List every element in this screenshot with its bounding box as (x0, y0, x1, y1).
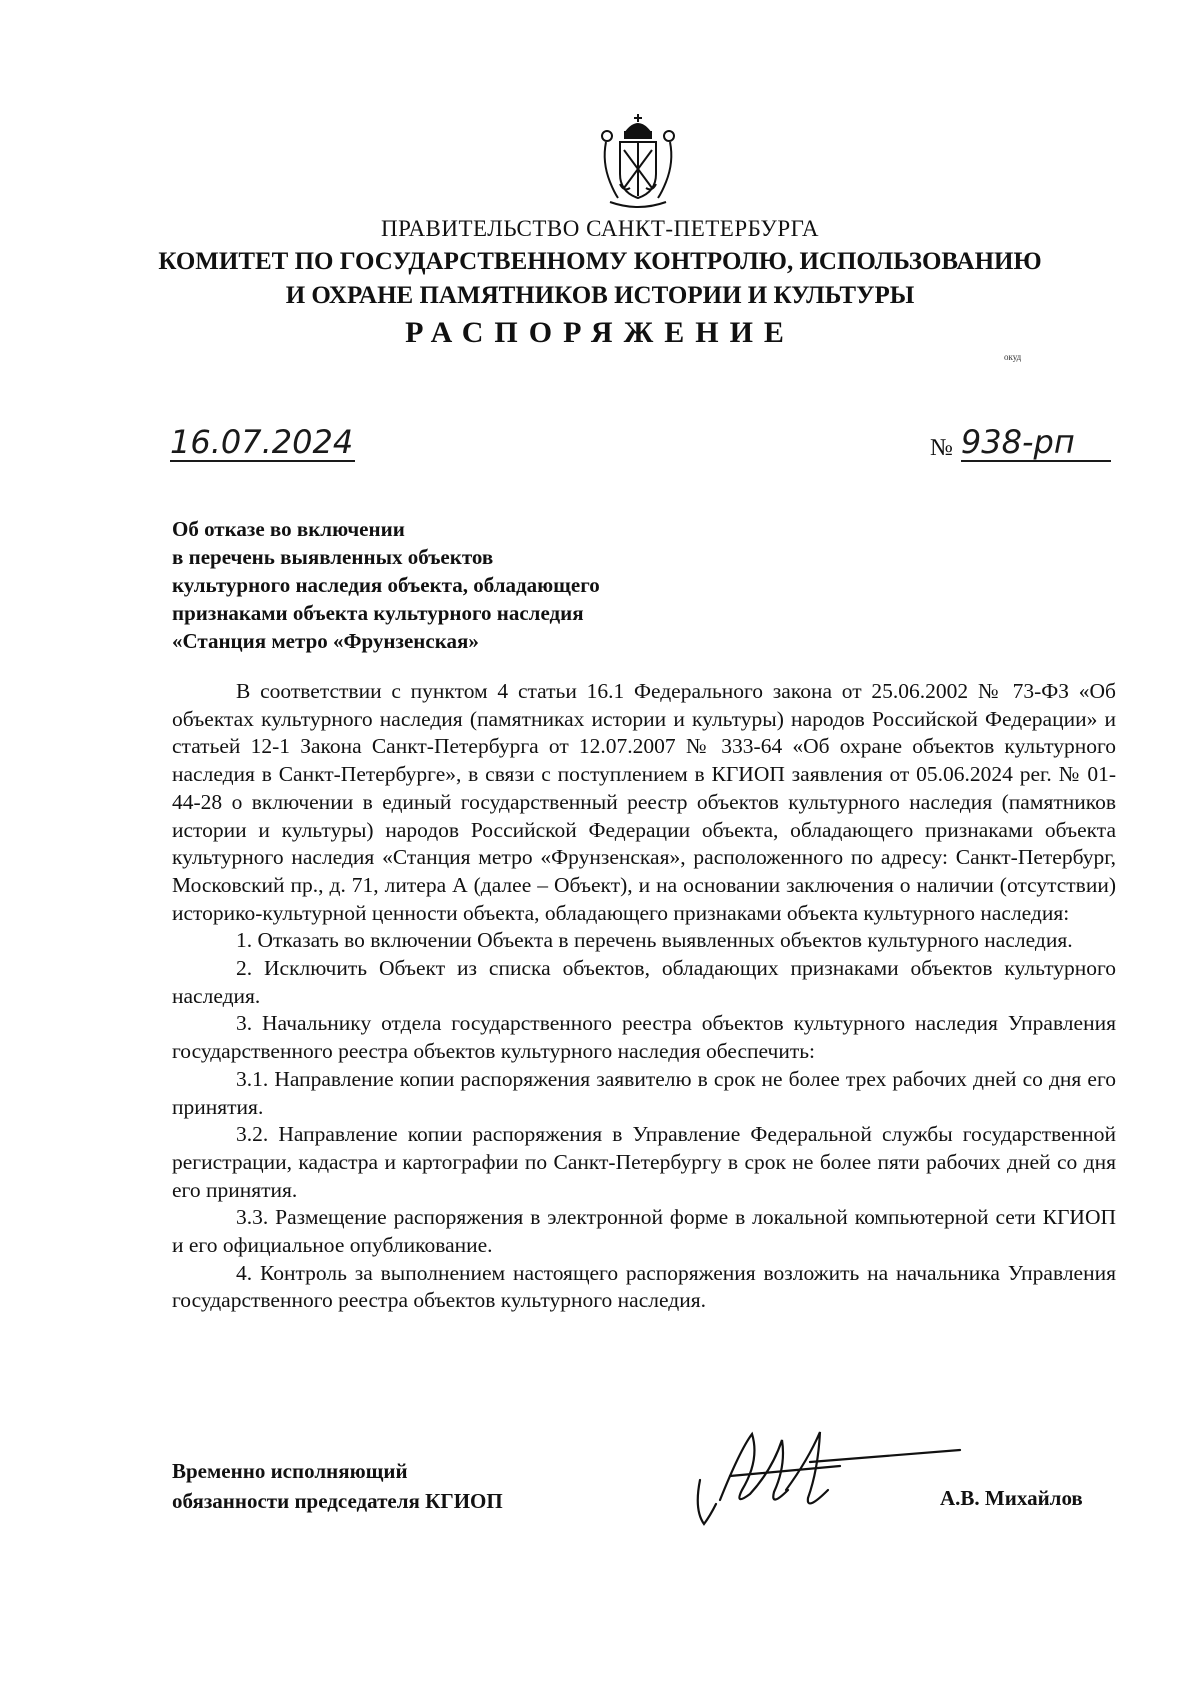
committee-name-line2: И ОХРАНЕ ПАМЯТНИКОВ ИСТОРИИ И КУЛЬТУРЫ (285, 282, 915, 309)
clause-3-1: 3.1. Направление копии распоряжения заявителю в срок не более трех рабочих дней со дня его принятия. (172, 1066, 1116, 1119)
document-number-value: 938-рп (961, 424, 1111, 462)
subject-line: «Станция метро «Фрунзенская» (172, 629, 479, 653)
preamble-paragraph: В соответствии с пунктом 4 статьи 16.1 Федерального закона от 25.06.2002 № 73-ФЗ «Об объектах культурного наследия (памятниках истории и культуры) народов Российской Федерации» и статьей 12-1 Закона Санкт-Петербурга от 12.07.2007 № 333-64 «Об охране объектов культурного наследия в Санкт-Петербурге», в связи с поступлением в КГИОП заявления от 05.06.2024 рег. № 01-44-28 о включении в единый государственный реестр объектов культурного наследия (памятников истории и культуры) народов Российской Федерации объекта, обладающего признаками объекта культурного наследия «Станция метро «Фрунзенская», расположенного по адресу: Санкт-Петербург, Московский пр., д. 71, литера А (далее – Объект), и на основании заключения о наличии (отсутствии) историко-культурной ценности объекта, обладающего признаками объекта культурного наследия: (172, 679, 1116, 925)
government-name: ПРАВИТЕЛЬСТВО САНКТ-ПЕТЕРБУРГА (380, 216, 820, 241)
signatory-name: А.В. Михайлов (940, 1486, 1083, 1510)
clause-3-3: 3.3. Размещение распоряжения в электронной форме в локальной компьютерной сети КГИОП и его официальное опубликование. (172, 1205, 1116, 1258)
clause-2: 2. Исключить Объект из списка объектов, обладающих признаками объектов культурного наследия. (172, 956, 1116, 1008)
document-date-value: 16.07.2024 (170, 423, 354, 461)
subject-line: культурного наследия объекта, обладающего (172, 573, 600, 597)
committee-name-line1: КОМИТЕТ ПО ГОСУДАРСТВЕННОМУ КОНТРОЛЮ, ИСПОЛЬЗОВАНИЮ (158, 248, 1042, 275)
okud-mark: окуд (1004, 352, 1022, 362)
subject-line: в перечень выявленных объектов (172, 545, 494, 569)
clause-3: 3. Начальнику отдела государственного реестра объектов культурного наследия Управления государственного реестра объектов культурного наследия обеспечить: (172, 1011, 1116, 1064)
subject-line: Об отказе во включении (172, 517, 405, 541)
clause-1: 1. Отказать во включении Объекта в перечень выявленных объектов культурного наследия. (236, 928, 1073, 953)
position-line: Временно исполняющий (172, 1459, 408, 1483)
handwritten-signature-icon (690, 1420, 970, 1530)
number-sign: № (930, 435, 953, 461)
saint-petersburg-coat-of-arms-icon (598, 112, 678, 212)
clause-3-2: 3.2. Направление копии распоряжения в Управление Федеральной службы государственной регистрации, кадастра и картографии по Санкт-Петербургу в срок не более пяти рабочих дней со дня его принятия. (172, 1122, 1116, 1202)
document-number (930, 424, 1111, 462)
document-body (172, 678, 1116, 1315)
document-date (170, 424, 355, 462)
clause-4: 4. Контроль за выполнением настоящего распоряжения возложить на начальника Управления государственного реестра объектов культурного наследия. (172, 1260, 1116, 1313)
document-type-title: РАСПОРЯЖЕНИЕ (405, 316, 795, 349)
subject-line: признаками объекта культурного наследия (172, 601, 584, 625)
position-line: обязанности председателя КГИОП (172, 1489, 503, 1513)
signatory-position (172, 1456, 503, 1516)
document-subject (172, 515, 600, 655)
